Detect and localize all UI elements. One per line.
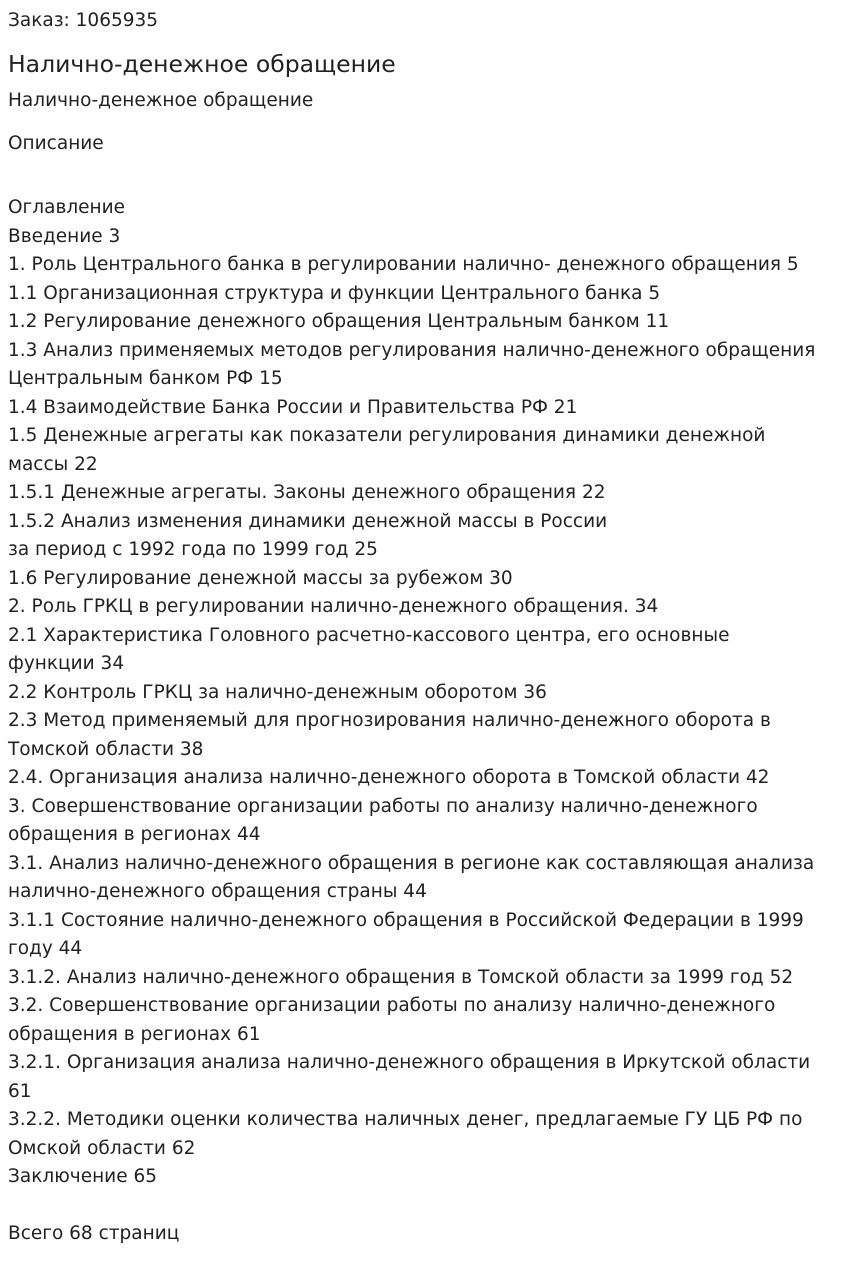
toc-heading: Оглавление [8,197,126,218]
toc-line: 1.5 Денежные агрегаты как показатели регулирования динамики денежной [8,425,766,446]
toc-line: 3.2.2. Методики оценки количества наличных денег, предлагаемые ГУ ЦБ РФ по [8,1109,803,1130]
total-pages: Всего 68 страниц [8,1223,180,1244]
toc-line: массы 22 [8,453,98,475]
toc-line: 3.1.1 Состояние налично-денежного обращения в Российской Федерации в 1999 [8,909,804,931]
toc-line: 1.5.2 Анализ изменения динамики денежной массы в России [8,510,608,532]
toc-line: Введение 3 [8,225,121,247]
toc-line: 2.2 Контроль ГРКЦ за налично-денежным оборотом 36 [8,681,547,703]
table-of-contents [8,194,839,1192]
toc-line: 1.1 Организационная структура и функции Центрального банка 5 [8,282,661,304]
toc-lines [8,223,839,1192]
toc-line: Центральным банком РФ 15 [8,368,283,389]
toc-line: Заключение 65 [8,1166,158,1187]
page-title: Налично-денежное обращение [8,50,396,78]
toc-line: 1.4 Взаимодействие Банка России и Правительства РФ 21 [8,396,578,418]
toc-line: Томской области 38 [8,738,204,760]
toc-line: 3.2. Совершенствование организации работы по анализу налично-денежного [8,995,776,1016]
toc-line: функции 34 [8,653,125,674]
toc-line: 1.6 Регулирование денежной массы за рубежом 30 [8,567,513,589]
toc-line: 3.1.2. Анализ налично-денежного обращения в Томской области за 1999 год 52 [8,966,794,988]
toc-line: 1.2 Регулирование денежного обращения Центральным банком 11 [8,311,670,332]
toc-line: обращения в регионах 44 [8,824,261,845]
toc-line: 2.1 Характеристика Головного расчетно-кассового центра, его основные [8,624,730,646]
toc-line: Омской области 62 [8,1137,196,1159]
page-subtitle: Налично-денежное обращение [8,90,314,111]
description-label: Описание [8,133,104,154]
toc-line: 2.4. Организация анализа налично-денежного оборота в Томской области 42 [8,767,770,788]
toc-line: 2. Роль ГРКЦ в регулировании налично-денежного обращения. 34 [8,596,659,617]
toc-line: 1.3 Анализ применяемых методов регулирования налично-денежного обращения [8,339,816,361]
toc-line: налично-денежного обращения страны 44 [8,881,427,902]
toc-line: 2.3 Метод применяемый для прогнозирования налично-денежного оборота в [8,710,771,731]
toc-line: году 44 [8,938,83,959]
toc-line: 61 [8,1080,32,1102]
toc-line: обращения в регионах 61 [8,1023,261,1045]
order-number: Заказ: 1065935 [8,10,159,31]
toc-line: 3.2.1. Организация анализа налично-денежного обращения в Иркутской области [8,1052,811,1073]
toc-line: 1. Роль Центрального банка в регулировании налично- денежного обращения 5 [8,254,799,275]
toc-line: за период с 1992 года по 1999 год 25 [8,539,378,560]
toc-line: 1.5.1 Денежные агрегаты. Законы денежного обращения 22 [8,482,606,503]
toc-line: 3.1. Анализ налично-денежного обращения в регионе как составляющая анализа [8,852,815,874]
toc-line: 3. Совершенствование организации работы по анализу налично-денежного [8,795,758,817]
